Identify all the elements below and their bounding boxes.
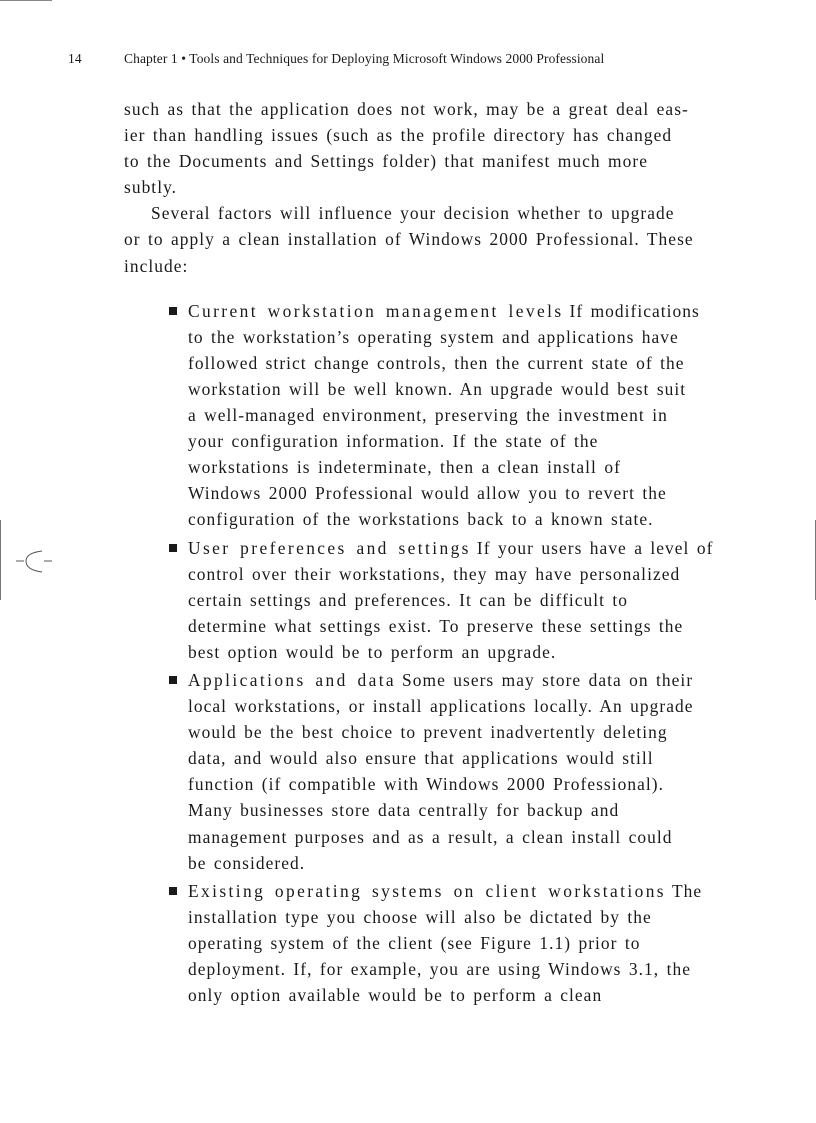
text-line: subtly. [124, 177, 178, 198]
list-item-term: Applications and data [188, 669, 397, 690]
bullet-square-icon [169, 676, 177, 684]
bullet-square-icon [169, 307, 177, 315]
paragraph-factors [124, 200, 704, 278]
list-item-text: The [671, 880, 703, 901]
text-line: your configuration information. If the state of the [188, 431, 599, 452]
text-line: function (if compatible with Windows 2000 Professional). [188, 774, 664, 795]
text-line: only option available would be to perform a clean [188, 985, 603, 1006]
text-line: deployment. If, for example, you are using Windows 3.1, the [188, 959, 691, 979]
list-item [164, 535, 714, 665]
running-header [68, 51, 604, 67]
text-line: be considered. [188, 852, 306, 873]
list-item-term: Existing operating systems on client workstations [188, 880, 666, 901]
body-text [124, 96, 714, 1010]
list-item-term: Current workstation management levels [188, 300, 564, 321]
list-item [164, 298, 704, 533]
text-line: ier than handling issues (such as the profile directory has changed [124, 125, 673, 146]
text-line: Many businesses store data centrally for backup and [188, 800, 620, 821]
text-line: a well-managed environment, preserving the investment in [188, 405, 668, 426]
text-line: certain settings and preferences. It can be difficult to [188, 589, 629, 610]
list-item [164, 878, 704, 1008]
text-line: management purposes and as a result, a clean install could [188, 826, 673, 847]
text-line: configuration of the workstations back to a known state. [188, 509, 654, 530]
text-line: best option would be to perform an upgrade. [188, 641, 557, 662]
text-line: workstations is indeterminate, then a clean install of [188, 457, 621, 478]
text-line: determine what settings exist. To preserve these settings the [188, 615, 684, 636]
text-line: Windows 2000 Professional would allow you to revert the [188, 483, 667, 504]
text-line: Several factors will influence your decision whether to upgrade [151, 203, 675, 224]
text-line: to the workstation’s operating system and applications have [188, 326, 679, 347]
text-line: such as that the application does not work, may be a great deal eas- [124, 99, 689, 119]
text-line: would be the best choice to prevent inadvertently deleting [188, 722, 668, 743]
list-item [164, 667, 704, 876]
text-line: to the Documents and Settings folder) that manifest much more [124, 151, 648, 172]
list-item-text: If modifications [569, 300, 700, 321]
text-line: followed strict change controls, then the current state of the [188, 352, 685, 373]
text-line: control over their workstations, they may have personalized [188, 563, 681, 584]
text-line: data, and would also ensure that applications would still [188, 748, 654, 769]
list-item-text: Some users may store data on their [402, 669, 694, 690]
text-line: installation type you choose will also be dictated by the [188, 906, 652, 927]
text-line: local workstations, or install applications locally. An upgrade [188, 696, 694, 717]
text-line: operating system of the client (see Figure 1.1) prior to [188, 932, 641, 953]
bullet-square-icon [169, 887, 177, 895]
text-line: include: [124, 255, 189, 276]
crop-mark-left [0, 520, 1, 600]
list-item-text: If your users have a level of [476, 537, 714, 558]
text-line: workstation will be well known. An upgrade would best suit [188, 378, 687, 399]
registration-mark-icon [14, 548, 54, 578]
running-title: Chapter 1 • Tools and Techniques for Deploying Microsoft Windows 2000 Professional [124, 51, 605, 66]
factor-list [124, 298, 714, 1009]
page-number: 14 [68, 51, 82, 66]
text-line: or to apply a clean installation of Windows 2000 Professional. These [124, 229, 694, 250]
list-item-term: User preferences and settings [188, 537, 471, 558]
bullet-square-icon [169, 544, 177, 552]
paragraph-continuation [124, 96, 704, 200]
crop-mark-top [0, 0, 52, 1]
